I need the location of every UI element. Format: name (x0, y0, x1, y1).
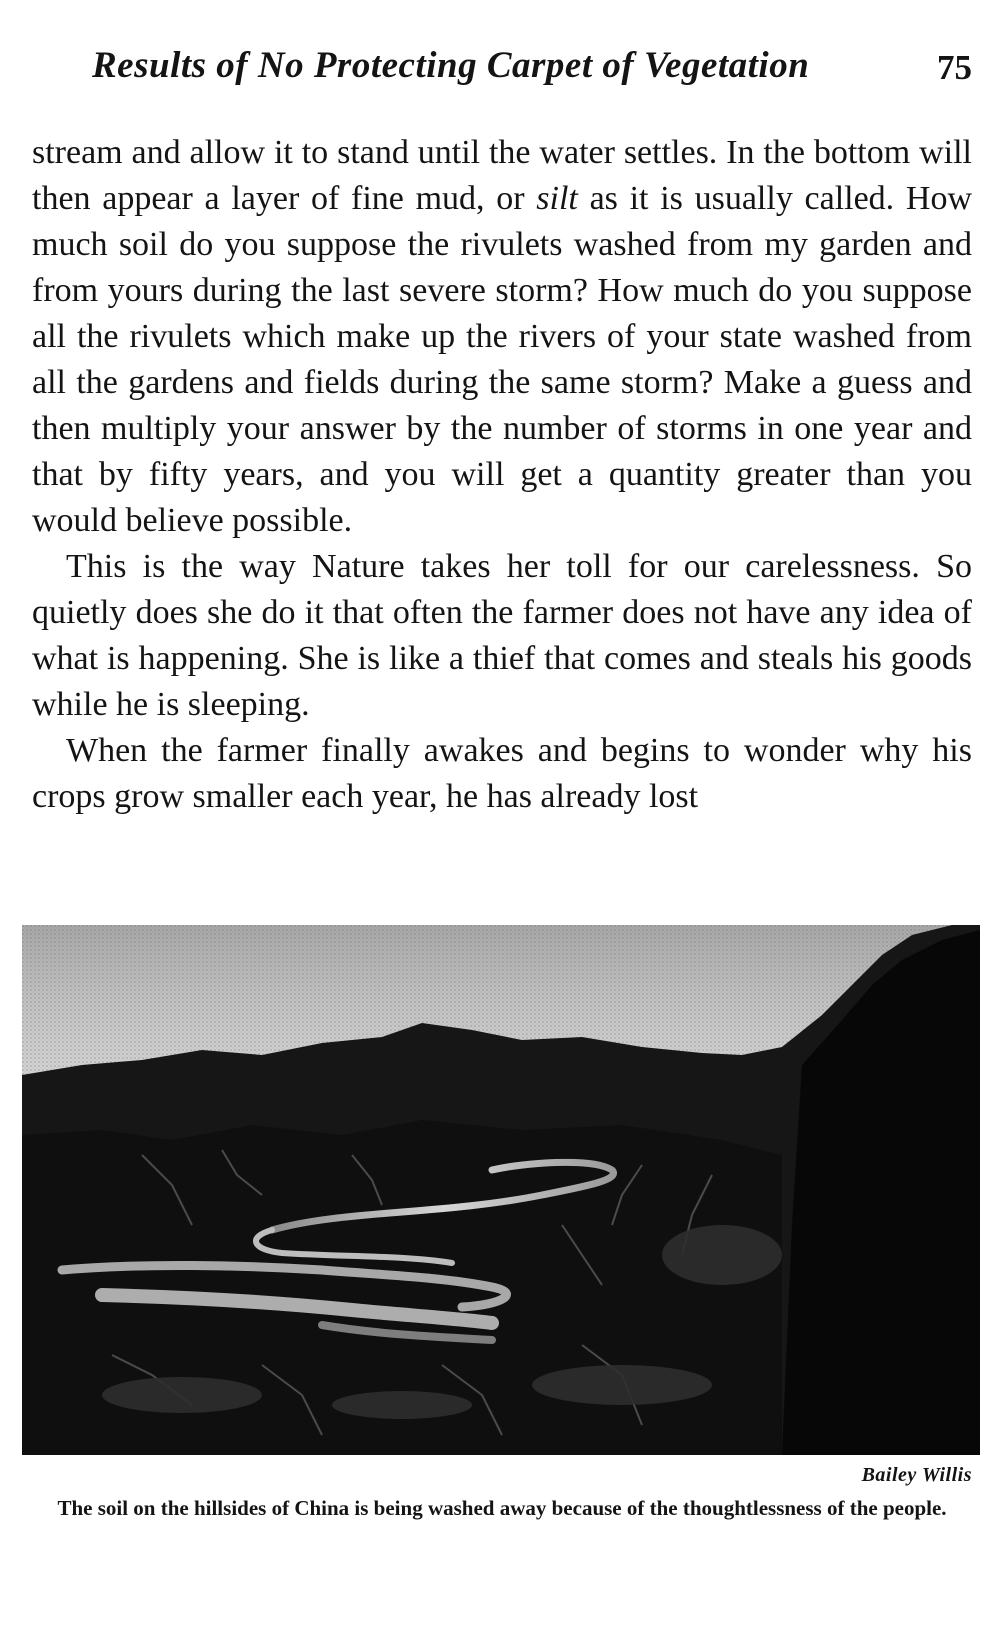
body-text (32, 130, 972, 820)
paragraph-1-part-b: as it is usually called. How much soil do you suppose the rivulets washed from my garden and from yours during the last severe storm? How much do you suppose all the rivulets which make up the rivers of your state washed from all the gardens and fields during the same storm? Make a guess and then multiply your answer by the number of storms in one year and that by fifty years, and you will get a quantity greater than you would believe possible. (32, 180, 973, 539)
silt-term: silt (536, 180, 578, 217)
paragraph-1-part-a: stream and allow it to stand until the water settles. In the bottom will then appear a layer of fine mud, or (32, 134, 972, 217)
figure-caption: The soil on the hillsides of China is being washed away because of the thoughtlessness of the people. (57, 1496, 947, 1520)
running-head (92, 44, 972, 94)
landscape-photo (22, 925, 980, 1455)
paragraph-3: When the farmer finally awakes and begins to wonder why his crops grow smaller each year, he has already lost (32, 732, 972, 815)
page-number: 75 (937, 48, 972, 87)
landscape-photo-drawing (22, 925, 980, 1455)
paragraph-2: This is the way Nature takes her toll for our carelessness. So quietly does she do it that often the farmer does not have any idea of what is happening. She is like a thief that comes and steals his goods while he is sleeping. (32, 548, 972, 723)
photo-credit: Bailey Willis (861, 1464, 972, 1486)
running-title: Results of No Protecting Carpet of Vegetation (92, 45, 810, 86)
paragraph-1 (32, 130, 972, 544)
